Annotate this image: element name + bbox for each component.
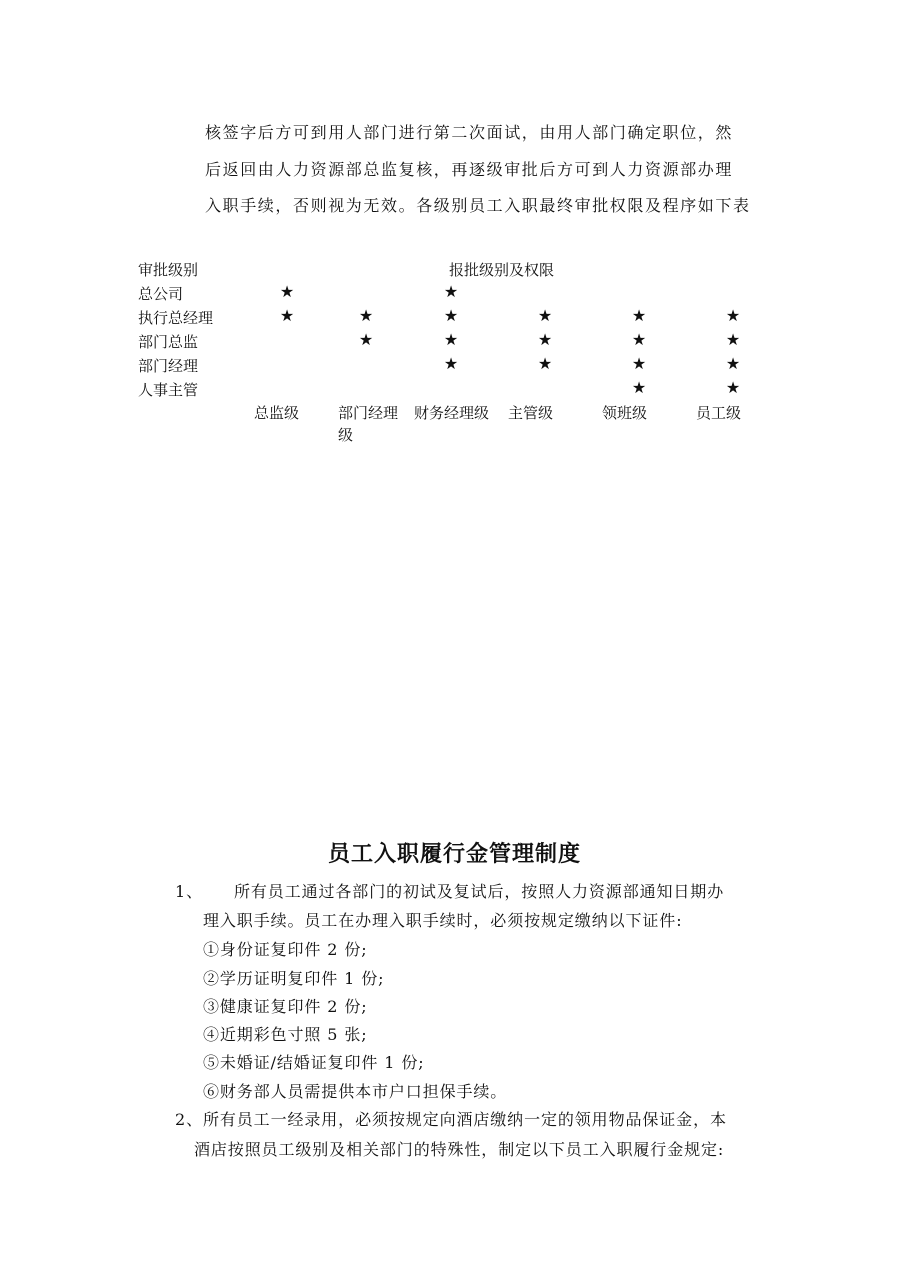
sub-item: ⑥财务部人员需提供本市户口担保手续。: [203, 1082, 508, 1101]
approval-header-left: 审批级别: [138, 261, 199, 279]
column-label: 财务经理级: [414, 404, 490, 422]
approval-star: ★: [279, 306, 295, 325]
approval-star: ★: [537, 330, 553, 349]
approval-star: ★: [443, 354, 459, 373]
item-text: 酒店按照员工级别及相关部门的特殊性，制定以下员工入职履行金规定:: [194, 1140, 725, 1159]
intro-line: 后返回由人力资源部总监复核，再逐级审批后方可到人力资源部办理: [205, 160, 734, 179]
section-title: 员工入职履行金管理制度: [327, 841, 581, 867]
approval-star: ★: [725, 354, 741, 373]
row-label: 总公司: [138, 285, 184, 303]
intro-line: 核签字后方可到用人部门进行第二次面试，由用人部门确定职位，然: [205, 123, 734, 142]
item-text: 2、所有员工一经录用，必须按规定向酒店缴纳一定的领用物品保证金，本: [175, 1110, 727, 1129]
column-label: 主管级: [508, 404, 554, 422]
approval-star: ★: [725, 378, 741, 397]
approval-star: ★: [537, 354, 553, 373]
item-text: 所有员工通过各部门的初试及复试后，按照人力资源部通知日期办: [234, 882, 725, 901]
approval-star: ★: [358, 330, 374, 349]
row-label: 人事主管: [138, 381, 199, 399]
approval-star: ★: [358, 306, 374, 325]
sub-item: ②学历证明复印件 1 份;: [203, 969, 385, 988]
approval-star: ★: [279, 282, 295, 301]
approval-star: ★: [725, 330, 741, 349]
approval-star: ★: [443, 282, 459, 301]
sub-item: ④近期彩色寸照 5 张;: [203, 1025, 368, 1044]
item-number: 1、: [175, 882, 203, 901]
approval-star: ★: [443, 306, 459, 325]
row-label: 执行总经理: [138, 309, 214, 327]
row-label: 部门经理: [138, 357, 199, 375]
approval-star: ★: [537, 306, 553, 325]
column-label: 领班级: [602, 404, 648, 422]
approval-star: ★: [631, 306, 647, 325]
sub-item: ③健康证复印件 2 份;: [203, 997, 368, 1016]
approval-star: ★: [725, 306, 741, 325]
row-label: 部门总监: [138, 333, 199, 351]
column-label: 总监级: [254, 404, 300, 422]
item-text: 理入职手续。员工在办理入职手续时，必须按规定缴纳以下证件:: [203, 911, 683, 930]
approval-header-right: 报批级别及权限: [449, 261, 555, 279]
intro-line: 入职手续，否则视为无效。各级别员工入职最终审批权限及程序如下表: [205, 196, 751, 215]
sub-item: ⑤未婚证/结婚证复印件 1 份;: [203, 1053, 425, 1072]
column-label: 部门经理级: [338, 404, 399, 444]
approval-star: ★: [631, 354, 647, 373]
column-label: 员工级: [696, 404, 742, 422]
approval-star: ★: [631, 378, 647, 397]
approval-star: ★: [443, 330, 459, 349]
sub-item: ①身份证复印件 2 份;: [203, 940, 368, 959]
approval-star: ★: [631, 330, 647, 349]
